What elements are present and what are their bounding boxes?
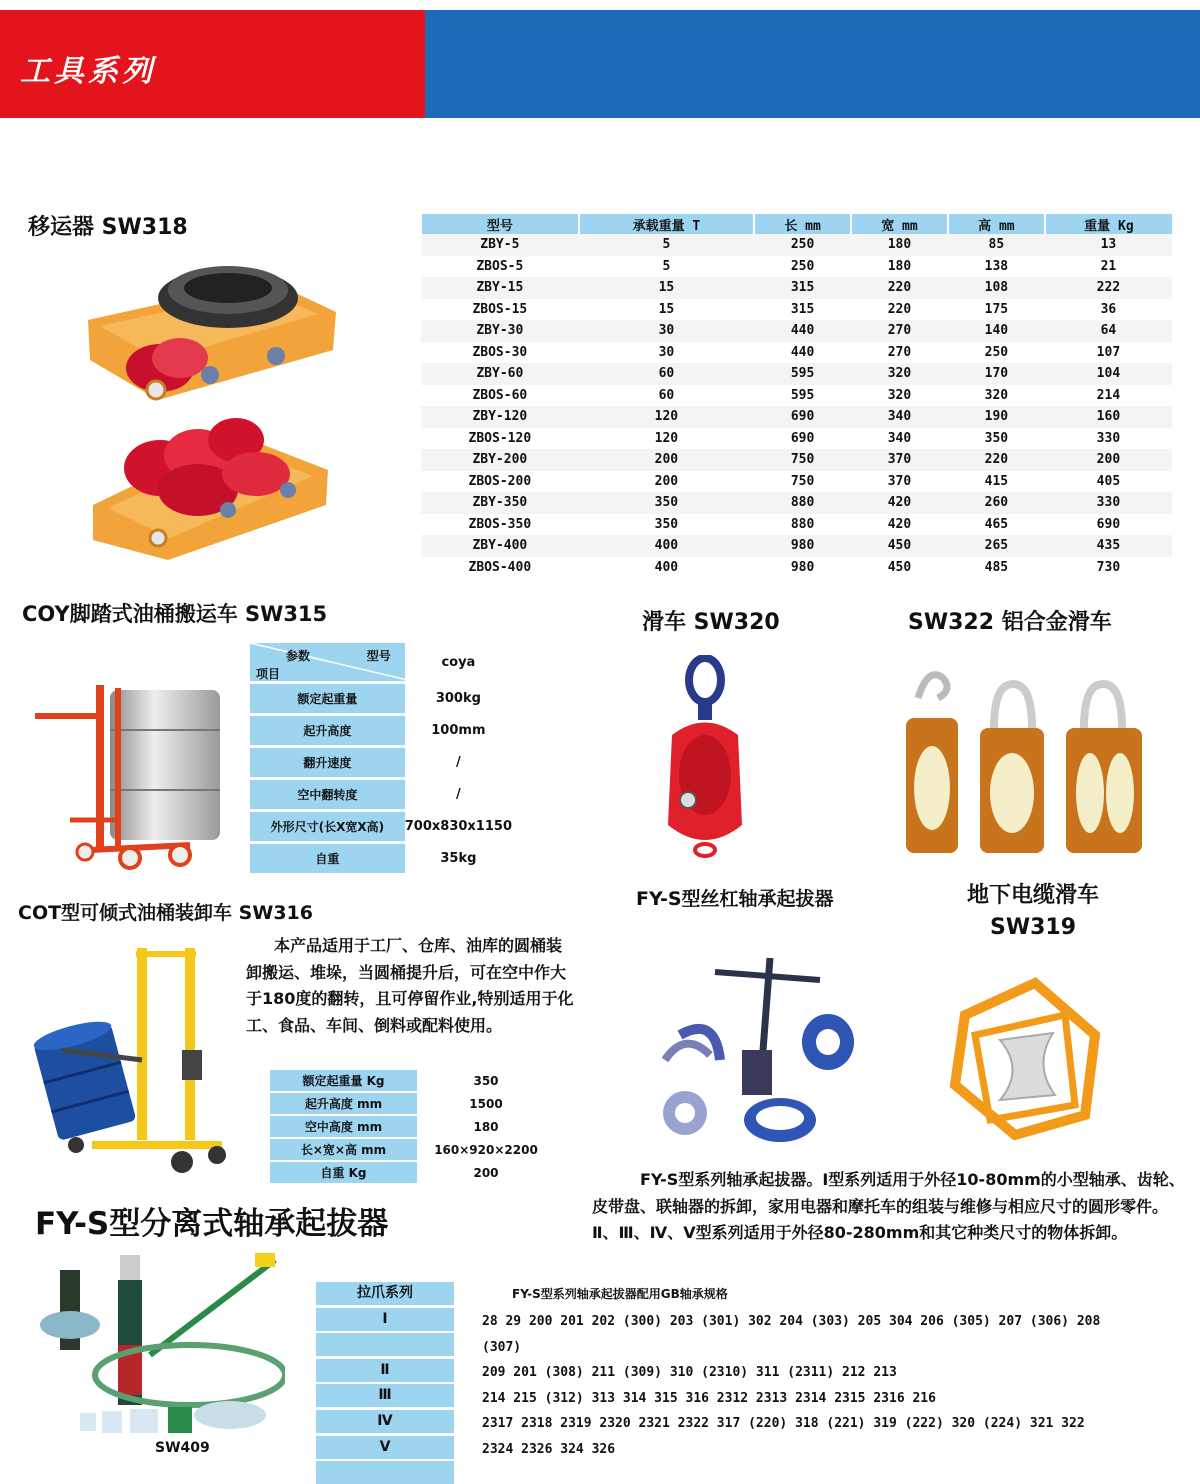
col-width: 宽 mm bbox=[851, 214, 948, 234]
table-cell: 250 bbox=[948, 342, 1045, 364]
table-cell: 260 bbox=[948, 492, 1045, 514]
table-row bbox=[421, 277, 1172, 299]
spec-value: 100mm bbox=[431, 723, 486, 738]
col-length: 长 mm bbox=[754, 214, 851, 234]
claw-series-3: Ⅲ bbox=[316, 1384, 454, 1407]
table-cell: 450 bbox=[851, 535, 948, 557]
table-cell: 370 bbox=[851, 449, 948, 471]
fys-description: FY-S型系列轴承起拔器。Ⅰ型系列适用于外径10-80mm的小型轴承、齿轮、皮带盘、联轴器的拆卸，家用电器和摩托车的组装与维修与相应尺寸的圆形零件。Ⅱ、Ⅲ、Ⅳ、Ⅴ型系列适用于外径80-280mm和其它种类尺寸的物体拆卸。 bbox=[592, 1170, 1185, 1242]
fys-split-title: FY-S型分离式轴承起拔器 bbox=[35, 1206, 389, 1242]
claw-series-5: Ⅴ bbox=[316, 1436, 454, 1459]
head-model: 型号 bbox=[366, 649, 391, 663]
table-row bbox=[421, 492, 1172, 514]
table-cell: 320 bbox=[948, 385, 1045, 407]
spec-row bbox=[250, 716, 512, 745]
claw-series-4: Ⅳ bbox=[316, 1410, 454, 1433]
table-cell: 435 bbox=[1045, 535, 1172, 557]
table-cell: ZBOS-400 bbox=[421, 557, 579, 579]
col-model: 型号 bbox=[421, 214, 579, 234]
sw316-description: 本产品适用于工厂、仓库、油库的圆桶装卸搬运、堆垛，当圆桶提升后，可在空中作大于180度的翻转，且可停留作业,特别适用于化工、食品、车间、倒料或配料使用。 bbox=[246, 936, 574, 1035]
table-cell: 200 bbox=[579, 449, 754, 471]
table-cell: ZBOS-350 bbox=[421, 514, 579, 536]
table-cell: 175 bbox=[948, 299, 1045, 321]
bearing-spec-header: FY-S型系列轴承起拔器配用GB轴承规格 bbox=[512, 1287, 728, 1301]
spec-value: 35kg bbox=[440, 851, 477, 866]
table-cell: 320 bbox=[851, 385, 948, 407]
table-cell: 64 bbox=[1045, 320, 1172, 342]
table-cell: 220 bbox=[851, 277, 948, 299]
table-cell: 250 bbox=[754, 234, 851, 256]
claw-series-blank-2 bbox=[316, 1461, 454, 1484]
table-cell: 350 bbox=[579, 492, 754, 514]
table-cell: 200 bbox=[1045, 449, 1172, 471]
table-cell: 220 bbox=[851, 299, 948, 321]
table-cell: 980 bbox=[754, 535, 851, 557]
spec-label: 额定起重量 bbox=[250, 684, 405, 713]
table-cell: 450 bbox=[851, 557, 948, 579]
fys-screw-title: FY-S型丝杠轴承起拔器 bbox=[636, 888, 834, 910]
table-cell: 415 bbox=[948, 471, 1045, 493]
head-item: 项目 bbox=[256, 667, 281, 681]
table-cell: 980 bbox=[754, 557, 851, 579]
table-cell: 465 bbox=[948, 514, 1045, 536]
table-cell: 140 bbox=[948, 320, 1045, 342]
sw315-model-value: coya bbox=[441, 654, 476, 670]
mover-image-bottom bbox=[88, 410, 333, 565]
table-cell: 15 bbox=[579, 277, 754, 299]
spec-label: 外形尺寸(长X宽X高) bbox=[250, 812, 405, 841]
spec-label: 额定起重量 Kg bbox=[270, 1070, 417, 1091]
sw409-label: SW409 bbox=[155, 1440, 210, 1456]
table-cell: 120 bbox=[579, 406, 754, 428]
spec-value: 300kg bbox=[435, 691, 481, 706]
table-cell: 440 bbox=[754, 342, 851, 364]
spec-row bbox=[250, 684, 512, 713]
table-cell: 420 bbox=[851, 492, 948, 514]
aluminum-pulley-image bbox=[898, 658, 1150, 868]
spec-row bbox=[270, 1116, 555, 1137]
table-cell: ZBY-30 bbox=[421, 320, 579, 342]
table-cell: 21 bbox=[1045, 256, 1172, 278]
table-cell: 36 bbox=[1045, 299, 1172, 321]
table-cell: ZBOS-30 bbox=[421, 342, 579, 364]
table-cell: ZBOS-15 bbox=[421, 299, 579, 321]
screw-bearing-puller-image bbox=[660, 950, 860, 1155]
table-cell: 485 bbox=[948, 557, 1045, 579]
sw315-title: COY脚踏式油桶搬运车 SW315 bbox=[22, 602, 328, 626]
table-cell: 85 bbox=[948, 234, 1045, 256]
page-title: 工具系列 bbox=[20, 54, 156, 89]
table-cell: 750 bbox=[754, 471, 851, 493]
spec-label: 空中翻转度 bbox=[250, 780, 405, 809]
spec-value: 180 bbox=[473, 1119, 499, 1134]
sw319-title: 地下电缆滑车 SW319 bbox=[966, 883, 1099, 940]
table-row bbox=[421, 406, 1172, 428]
table-cell: 104 bbox=[1045, 363, 1172, 385]
spec-row bbox=[270, 1162, 555, 1183]
table-cell: 138 bbox=[948, 256, 1045, 278]
spec-row bbox=[270, 1139, 555, 1160]
table-row bbox=[421, 342, 1172, 364]
table-row bbox=[421, 385, 1172, 407]
spec-row bbox=[250, 748, 512, 777]
claw-series-1: Ⅰ bbox=[316, 1308, 454, 1331]
spec-label: 翻升速度 bbox=[250, 748, 405, 777]
table-cell: 5 bbox=[579, 234, 754, 256]
table-cell: 405 bbox=[1045, 471, 1172, 493]
table-row bbox=[421, 514, 1172, 536]
table-cell: ZBOS-120 bbox=[421, 428, 579, 450]
sw315-spec-table bbox=[250, 640, 512, 876]
table-cell: 400 bbox=[579, 535, 754, 557]
table-cell: 190 bbox=[948, 406, 1045, 428]
pulley-block-image bbox=[660, 655, 750, 860]
sw316-spec-table bbox=[270, 1068, 555, 1185]
spec-value: 160×920×2200 bbox=[434, 1142, 538, 1157]
table-cell: 880 bbox=[754, 514, 851, 536]
spec-label: 自重 Kg bbox=[270, 1162, 417, 1183]
table-cell: 400 bbox=[579, 557, 754, 579]
table-cell: 315 bbox=[754, 277, 851, 299]
spec-row bbox=[270, 1093, 555, 1114]
spec-label: 起升高度 bbox=[250, 716, 405, 745]
sw318-spec-table bbox=[420, 214, 1172, 578]
col-weight: 重量 Kg bbox=[1045, 214, 1172, 234]
table-cell: ZBOS-60 bbox=[421, 385, 579, 407]
spec-label: 自重 bbox=[250, 844, 405, 873]
table-cell: 370 bbox=[851, 471, 948, 493]
spec-row bbox=[270, 1070, 555, 1091]
table-cell: 420 bbox=[851, 514, 948, 536]
bearing-spec-line: 214 215 (312) 313 314 315 316 2312 2313 2314 2315 2316 216 bbox=[482, 1390, 936, 1406]
table-cell: 170 bbox=[948, 363, 1045, 385]
table-cell: 315 bbox=[754, 299, 851, 321]
table-cell: 108 bbox=[948, 277, 1045, 299]
sw318-title: 移运器 SW318 bbox=[28, 215, 188, 240]
table-cell: 595 bbox=[754, 363, 851, 385]
header-blue-band bbox=[425, 10, 1200, 118]
spec-value: / bbox=[456, 787, 461, 802]
table-row bbox=[421, 363, 1172, 385]
bearing-spec-line: 209 201 (308) 211 (309) 310 (2310) 311 (2311) 212 213 bbox=[482, 1365, 897, 1381]
table-cell: 350 bbox=[948, 428, 1045, 450]
table-cell: 340 bbox=[851, 406, 948, 428]
table-cell: ZBY-200 bbox=[421, 449, 579, 471]
spec-value: 350 bbox=[473, 1073, 499, 1088]
spec-value: 200 bbox=[473, 1165, 499, 1180]
table-cell: 320 bbox=[851, 363, 948, 385]
table-cell: 214 bbox=[1045, 385, 1172, 407]
table-cell: 5 bbox=[579, 256, 754, 278]
table-cell: 60 bbox=[579, 363, 754, 385]
spec-row bbox=[250, 780, 512, 809]
bearing-spec-line: 2317 2318 2319 2320 2321 2322 317 (220) 318 (221) 319 (222) 320 (224) 321 322 bbox=[482, 1416, 1085, 1432]
table-cell: ZBOS-200 bbox=[421, 471, 579, 493]
table-cell: 107 bbox=[1045, 342, 1172, 364]
table-row bbox=[421, 449, 1172, 471]
table-cell: ZBY-120 bbox=[421, 406, 579, 428]
table-cell: 440 bbox=[754, 320, 851, 342]
split-bearing-puller-image bbox=[30, 1245, 285, 1440]
table-cell: 265 bbox=[948, 535, 1045, 557]
table-cell: 690 bbox=[1045, 514, 1172, 536]
table-cell: ZBY-400 bbox=[421, 535, 579, 557]
sw322-title: SW322 铝合金滑车 bbox=[908, 610, 1112, 635]
spec-row bbox=[250, 844, 512, 873]
mover-image-top bbox=[78, 250, 340, 415]
table-row bbox=[421, 471, 1172, 493]
table-cell: 690 bbox=[754, 406, 851, 428]
table-cell: 330 bbox=[1045, 428, 1172, 450]
table-cell: ZBY-60 bbox=[421, 363, 579, 385]
table-cell: ZBY-5 bbox=[421, 234, 579, 256]
table-row bbox=[421, 557, 1172, 579]
col-load: 承载重量 T bbox=[579, 214, 754, 234]
table-row bbox=[421, 299, 1172, 321]
table-cell: 595 bbox=[754, 385, 851, 407]
table-cell: 340 bbox=[851, 428, 948, 450]
tilting-drum-truck-image bbox=[32, 940, 242, 1180]
col-height: 高 mm bbox=[948, 214, 1045, 234]
table-cell: 730 bbox=[1045, 557, 1172, 579]
claw-header: 拉爪系列 bbox=[316, 1282, 454, 1305]
bearing-spec-line: 2324 2326 324 326 bbox=[482, 1441, 616, 1457]
bearing-spec-lines bbox=[482, 1309, 1122, 1463]
spec-value: 1500 bbox=[469, 1096, 503, 1111]
spec-label: 起升高度 mm bbox=[270, 1093, 417, 1114]
table-cell: 690 bbox=[754, 428, 851, 450]
table-cell: 270 bbox=[851, 342, 948, 364]
spec-label: 长×宽×高 mm bbox=[270, 1139, 417, 1160]
cable-roller-image bbox=[945, 975, 1105, 1140]
table-cell: ZBY-350 bbox=[421, 492, 579, 514]
sw315-head-cell bbox=[250, 643, 405, 681]
table-cell: 250 bbox=[754, 256, 851, 278]
table-row bbox=[421, 234, 1172, 256]
table-cell: 200 bbox=[579, 471, 754, 493]
table-cell: 180 bbox=[851, 234, 948, 256]
table-cell: 222 bbox=[1045, 277, 1172, 299]
table-cell: 160 bbox=[1045, 406, 1172, 428]
table-cell: 30 bbox=[579, 320, 754, 342]
table-cell: ZBOS-5 bbox=[421, 256, 579, 278]
table-cell: 350 bbox=[579, 514, 754, 536]
table-header-row bbox=[421, 214, 1172, 234]
head-param: 参数 bbox=[286, 649, 311, 663]
table-cell: 880 bbox=[754, 492, 851, 514]
table-cell: 60 bbox=[579, 385, 754, 407]
spec-value: 700x830x1150 bbox=[404, 819, 512, 834]
bearing-spec-line: 28 29 200 201 202 (300) 203 (301) 302 204 (303) 205 304 206 (305) 207 (306) 208 bbox=[482, 1314, 1101, 1329]
table-cell: ZBY-15 bbox=[421, 277, 579, 299]
spec-row bbox=[250, 812, 512, 841]
table-row bbox=[421, 428, 1172, 450]
claw-series-blank bbox=[316, 1333, 454, 1356]
table-cell: 120 bbox=[579, 428, 754, 450]
bearing-spec-line: (307) bbox=[482, 1339, 522, 1355]
sw316-title: COT型可倾式油桶装卸车 SW316 bbox=[18, 902, 313, 924]
table-cell: 30 bbox=[579, 342, 754, 364]
table-row bbox=[421, 320, 1172, 342]
sw320-title: 滑车 SW320 bbox=[642, 610, 780, 635]
table-cell: 15 bbox=[579, 299, 754, 321]
claw-series-column bbox=[316, 1282, 454, 1484]
table-row bbox=[421, 256, 1172, 278]
table-cell: 13 bbox=[1045, 234, 1172, 256]
spec-label: 空中高度 mm bbox=[270, 1116, 417, 1137]
table-row bbox=[421, 535, 1172, 557]
table-cell: 750 bbox=[754, 449, 851, 471]
drum-truck-image bbox=[30, 680, 230, 870]
table-cell: 330 bbox=[1045, 492, 1172, 514]
spec-value: / bbox=[456, 755, 461, 770]
claw-series-2: Ⅱ bbox=[316, 1359, 454, 1382]
table-cell: 180 bbox=[851, 256, 948, 278]
table-cell: 220 bbox=[948, 449, 1045, 471]
table-cell: 270 bbox=[851, 320, 948, 342]
